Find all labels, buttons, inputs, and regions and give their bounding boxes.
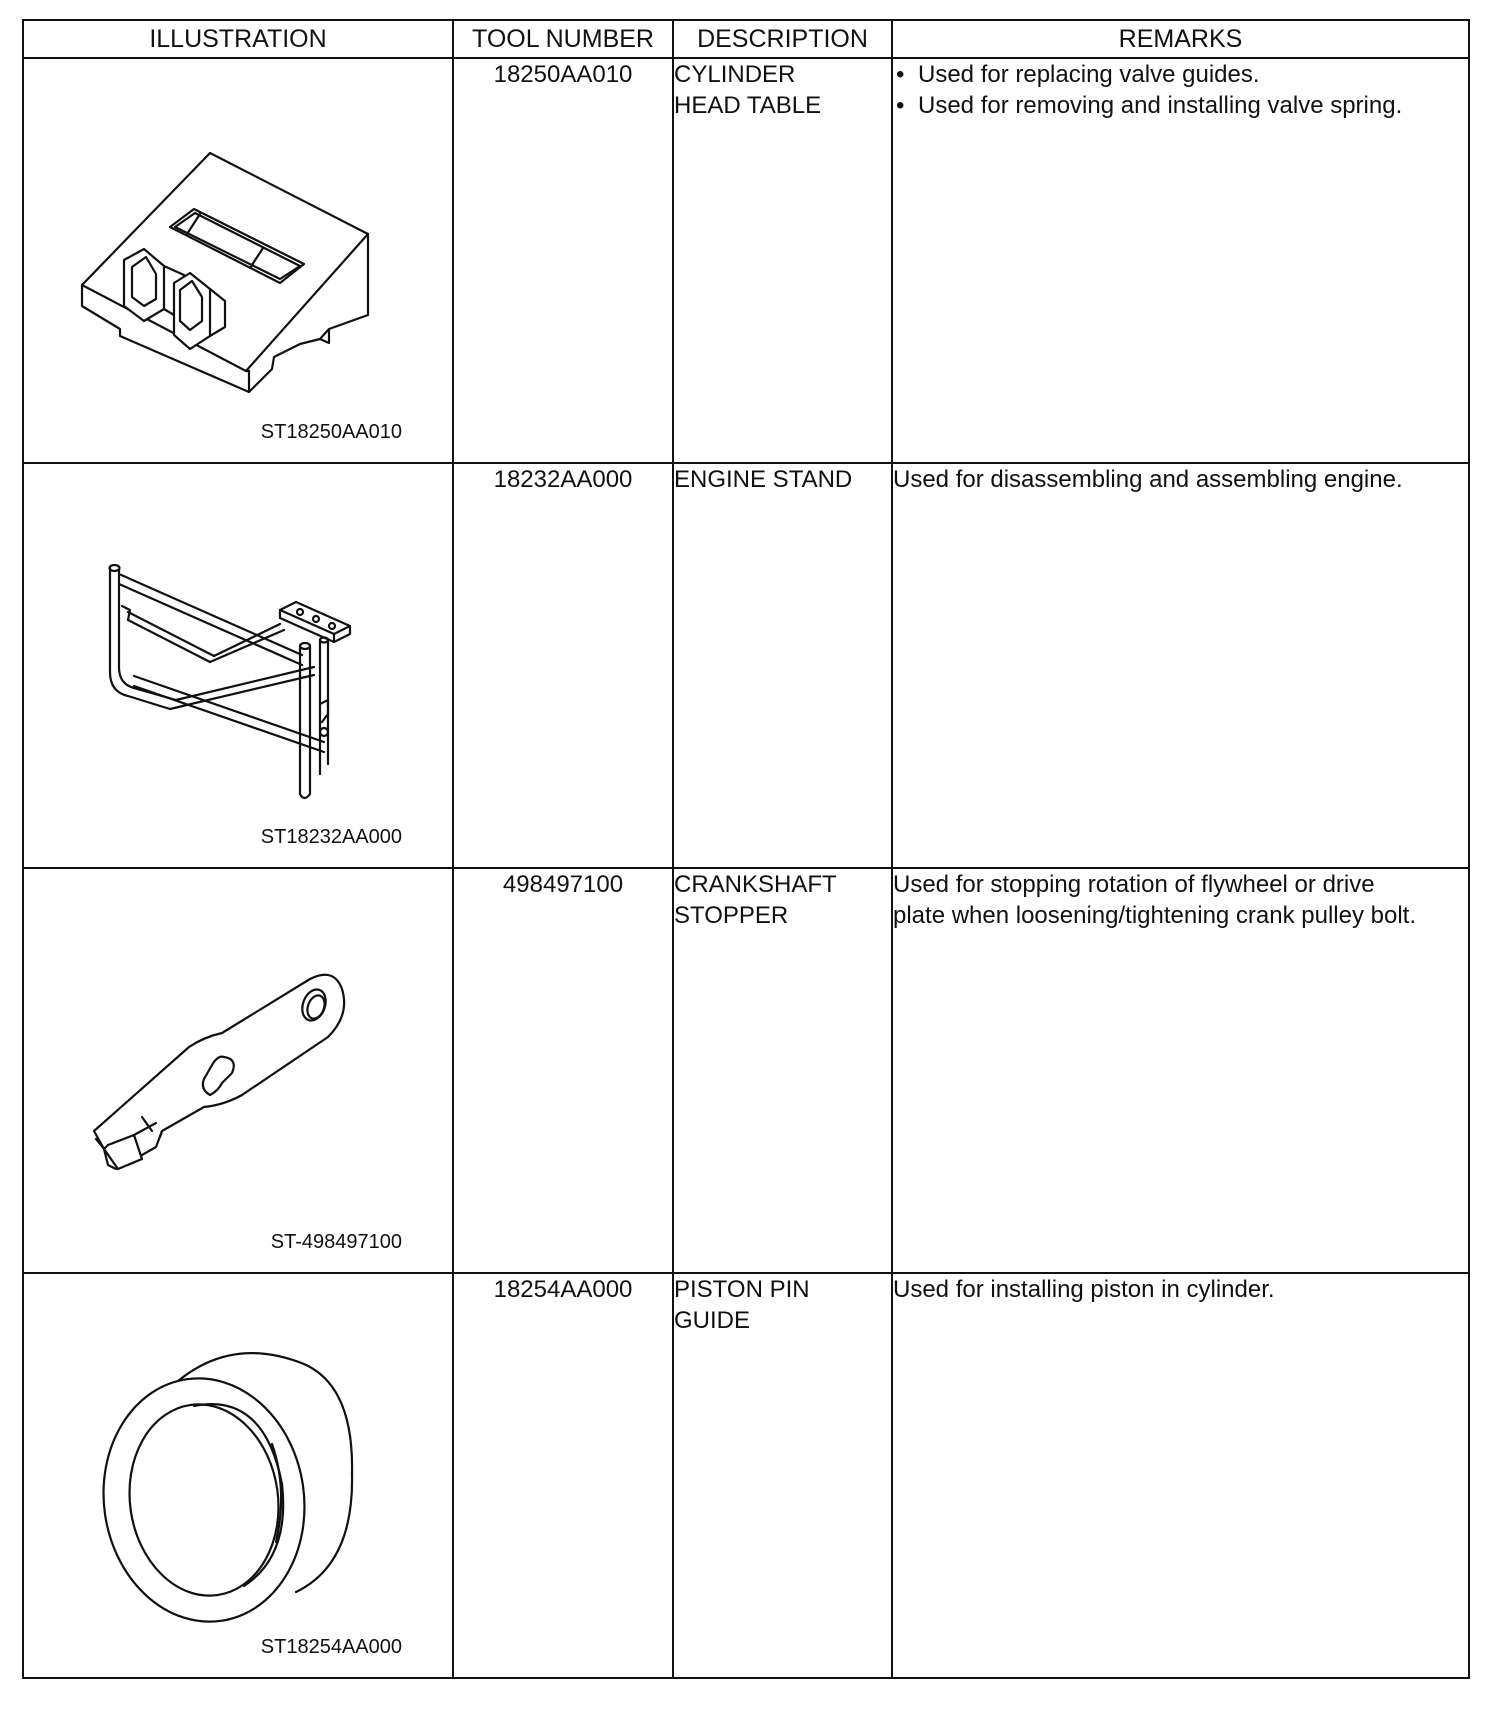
description-line: ENGINE STAND bbox=[674, 466, 853, 493]
header-illustration: ILLUSTRATION bbox=[23, 20, 453, 58]
remark-bullet: • Used for removing and installing valve spring. bbox=[893, 90, 1468, 121]
piston-pin-guide-illustration bbox=[24, 1274, 454, 1677]
description-line: HEAD TABLE bbox=[674, 92, 822, 119]
remarks-cell bbox=[892, 463, 1469, 868]
figure-label: ST18232AA000 bbox=[260, 826, 402, 848]
table-row bbox=[23, 58, 1469, 463]
description-cell bbox=[673, 1273, 892, 1678]
remark-text: Used for stopping rotation of flywheel or drive bbox=[893, 871, 1375, 898]
tool-number-cell: 498497100 bbox=[453, 868, 673, 1273]
table-row bbox=[23, 463, 1469, 868]
illustration-cell bbox=[23, 868, 453, 1273]
description-cell bbox=[673, 463, 892, 868]
special-tools-table bbox=[22, 19, 1470, 1679]
header-description: DESCRIPTION bbox=[673, 20, 892, 58]
description-cell bbox=[673, 868, 892, 1273]
header-remarks: REMARKS bbox=[892, 20, 1469, 58]
table-row bbox=[23, 868, 1469, 1273]
description-line: STOPPER bbox=[674, 902, 789, 929]
description-cell bbox=[673, 58, 892, 463]
illustration-cell bbox=[23, 58, 453, 463]
illustration-cell bbox=[23, 1273, 453, 1678]
remarks-cell bbox=[892, 868, 1469, 1273]
cylinder-head-table-illustration bbox=[24, 59, 454, 462]
figure-label: ST-498497100 bbox=[270, 1231, 402, 1253]
remark-bullet: • Used for replacing valve guides. bbox=[893, 59, 1468, 90]
tool-number-cell: 18232AA000 bbox=[453, 463, 673, 868]
description-line: GUIDE bbox=[674, 1307, 751, 1334]
description-line: PISTON PIN bbox=[674, 1276, 810, 1303]
remark-text: Used for disassembling and assembling engine. bbox=[893, 466, 1403, 493]
description-line: CRANKSHAFT bbox=[674, 871, 837, 898]
table-row bbox=[23, 1273, 1469, 1678]
header-tool-number: TOOL NUMBER bbox=[453, 20, 673, 58]
remark-text: Used for installing piston in cylinder. bbox=[893, 1276, 1275, 1303]
remarks-cell bbox=[892, 1273, 1469, 1678]
engine-stand-illustration bbox=[24, 464, 454, 867]
tool-number-cell: 18250AA010 bbox=[453, 58, 673, 463]
header-row bbox=[23, 20, 1469, 58]
description-line: CYLINDER bbox=[674, 61, 796, 88]
remarks-list bbox=[893, 59, 1468, 121]
remark-text: plate when loosening/tightening crank pulley bolt. bbox=[893, 902, 1417, 929]
remarks-cell bbox=[892, 58, 1469, 463]
figure-label: ST18254AA000 bbox=[260, 1636, 402, 1658]
tool-number-cell: 18254AA000 bbox=[453, 1273, 673, 1678]
figure-label: ST18250AA010 bbox=[260, 421, 402, 443]
crankshaft-stopper-illustration bbox=[24, 869, 454, 1272]
illustration-cell bbox=[23, 463, 453, 868]
